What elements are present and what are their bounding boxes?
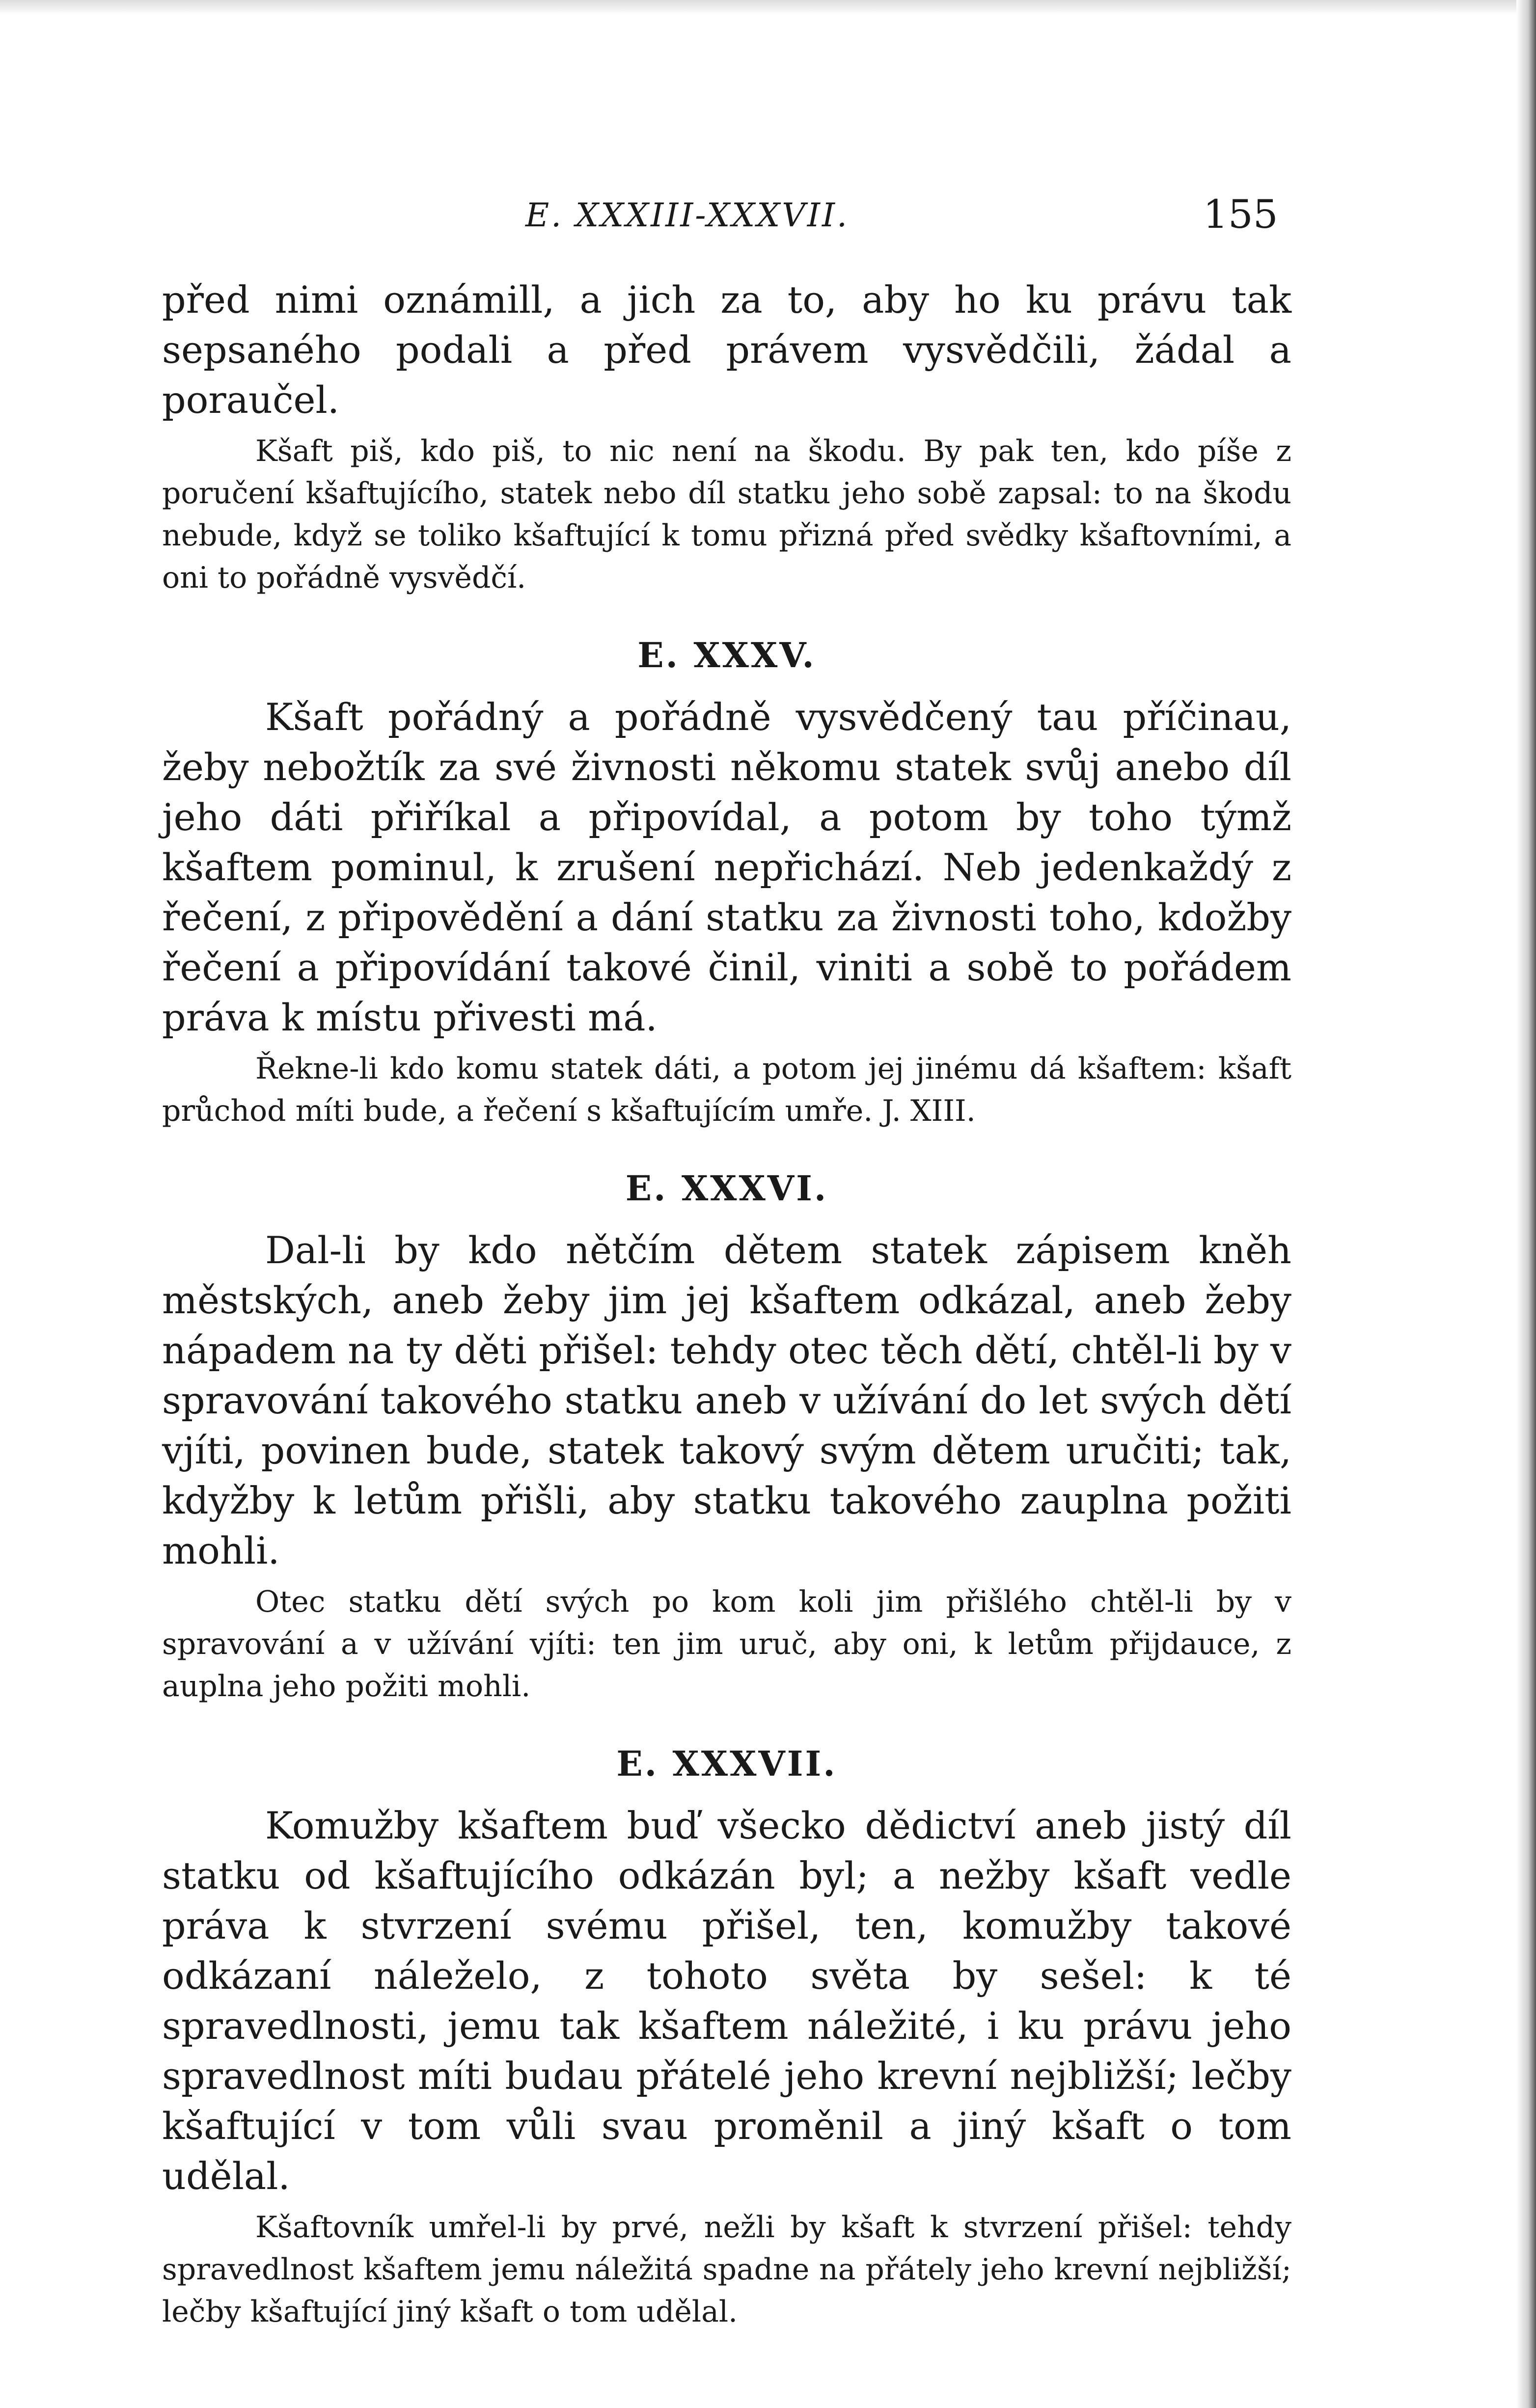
section-xxxvi-paragraph: Dal-li by kdo nětčím dětem statek zápisem kněh městských, aneb žeby jim jej kšaftem odkázal, aneb žeby nápadem na ty děti přišel: tehdy otec těch dětí, chtěl-li by v spravování takového statku aneb v užívání do let svých dětí vjíti, povinen bude, statek takový svým dětem uručiti; tak, kdyžby k letům přišli, aby statku takového zauplna požiti mohli. bbox=[162, 1228, 1291, 1572]
running-head: E. XXXIII-XXXVII. bbox=[525, 196, 850, 234]
section-xxxv-note: Řekne-li kdo komu statek dáti, a potom jej jinému dá kšaftem: kšaft průchod míti bude, a řečení s kšaftujícím umře. J. XIII. bbox=[162, 1052, 1291, 1128]
section-xxxvi-note: Otec statku dětí svých po kom koli jim přišlého chtěl-li by v spravování a v užívání vjíti: ten jim uruč, aby oni, k letům přijdauce, z auplna jeho požiti mohli. bbox=[162, 1585, 1291, 1704]
section-xxxv-paragraph: Kšaft pořádný a pořádně vysvědčený tau příčinau, žeby nebožtík za své živnosti někomu statek svůj anebo díl jeho dáti přiříkal a připovídal, a potom by toho týmž kšaftem pominul, k zrušení nepřichází. Neb jedenkaždý z řečení, z připovědění a dání statku za živnosti toho, kdožby řečení a připovídání takové činil, viniti a sobě to pořádem práva k místu přivesti má. bbox=[162, 695, 1291, 1039]
page-header bbox=[0, 191, 1536, 250]
section-xxxvii-paragraph: Komužby kšaftem buď všecko dědictví aneb jistý díl statku od kšaftujícího odkázán byl; a nežby kšaft vedle práva k stvrzení svému přišel, ten, komužby takové odkázaní náleželo, z tohoto světa by sešel: k té spravedlnosti, jemu tak kšaftem náležité, i ku právu jeho spravedlnost míti budau přátelé jeho krevní nejbližší; lečby kšaftující v tom vůli svau proměnil a jiný kšaft o tom udělal. bbox=[162, 1804, 1291, 2198]
page-binding-shadow bbox=[1516, 0, 1536, 2408]
page-number: 155 bbox=[1203, 191, 1278, 237]
section-xxxvii-note: Kšaftovník umřel-li by prvé, nežli by kšaft k stvrzení přišel: tehdy spravedlnost kšaftem jemu náležitá spadne na přátely jeho krevní nejbližší; lečby kšaftující jiný kšaft o tom udělal. bbox=[162, 2210, 1291, 2329]
page-body bbox=[162, 275, 1291, 2333]
section-heading-xxxv: E. XXXV. bbox=[637, 635, 816, 676]
section-heading-xxxvi: E. XXXVI. bbox=[625, 1168, 828, 1209]
page-top-edge bbox=[0, 0, 1536, 15]
section-heading-xxxvii: E. XXXVII. bbox=[616, 1743, 837, 1784]
intro-note: Kšaft piš, kdo piš, to nic není na škodu. By pak ten, kdo píše z poručení kšaftujícího, statek nebo díl statku jeho sobě zapsal: to na škodu nebude, když se toliko kšaftující k tomu přizná před svědky kšaftovními, a oni to pořádně vysvědčí. bbox=[162, 434, 1291, 595]
intro-paragraph: před nimi oznámill, a jich za to, aby ho ku právu tak sepsaného podali a před právem vysvědčili, žádal a porаučel. bbox=[162, 278, 1291, 422]
